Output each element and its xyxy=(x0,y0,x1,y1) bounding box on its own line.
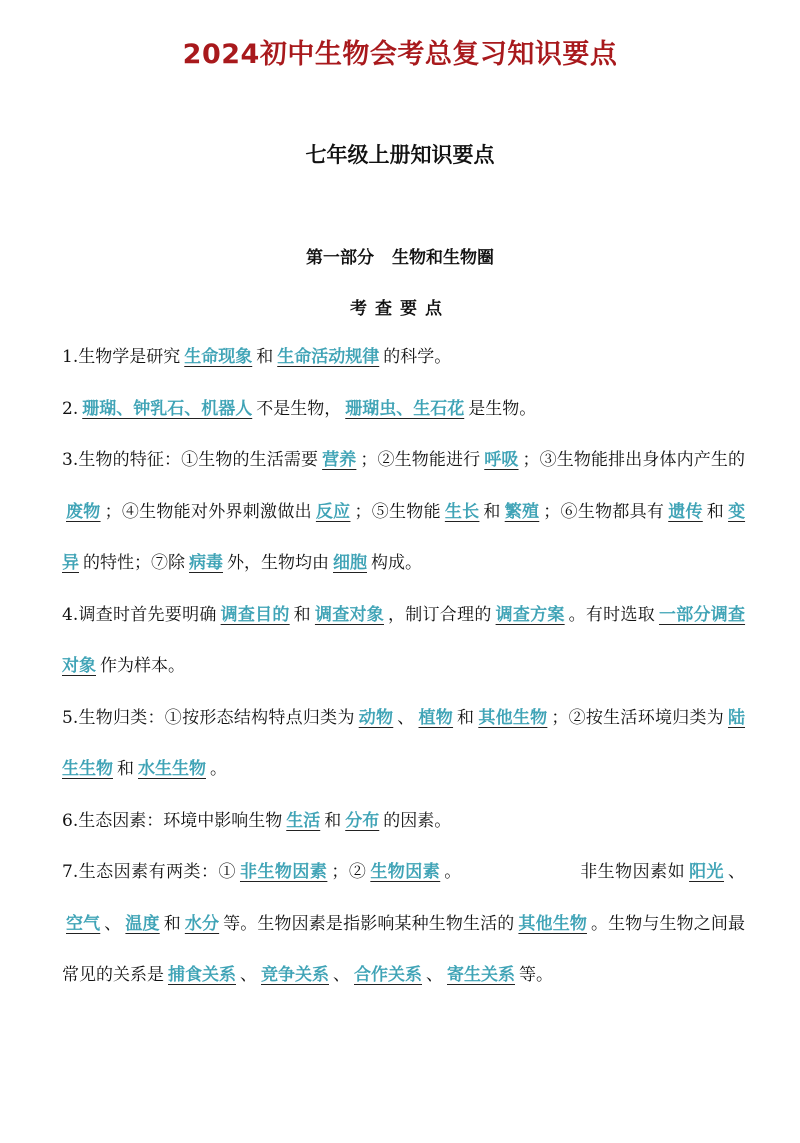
text: 。生物与生物之间最常见的关系是 xyxy=(62,913,746,985)
answer-blank: 动物 xyxy=(358,707,394,728)
answer-blank: 阳光 xyxy=(689,862,725,882)
text: ；② xyxy=(331,862,367,882)
text: 作为样本。 xyxy=(100,656,185,676)
point-6 xyxy=(62,796,745,848)
text: 和 xyxy=(483,501,501,522)
text: ；③生物能排出身体内产生的 xyxy=(522,450,746,470)
answer-blank: 遗传 xyxy=(668,501,703,522)
point-5 xyxy=(62,693,745,796)
text: ，制订合理的 xyxy=(388,604,492,625)
answer-blank: 一部分调查对象 xyxy=(62,604,746,676)
answer-blank: 珊瑚、钟乳石、机器人 xyxy=(82,398,253,419)
answer-blank: 寄生关系 xyxy=(447,965,515,985)
text: 的科学。 xyxy=(383,347,452,367)
text: 构成。 xyxy=(371,553,422,573)
answer-blank: 反应 xyxy=(315,501,351,522)
text: 、 xyxy=(333,965,350,985)
text: 非生物因素如 xyxy=(579,862,686,882)
text: ；⑤生物能 xyxy=(354,501,441,522)
answer-blank: 竞争关系 xyxy=(261,965,329,985)
point-4 xyxy=(62,590,745,693)
answer-blank: 珊瑚虫、生石花 xyxy=(345,398,465,419)
text: 。 xyxy=(210,759,227,779)
text: 、 xyxy=(397,707,415,728)
text: 和 xyxy=(163,913,181,934)
text: 和 xyxy=(256,347,274,367)
point-3 xyxy=(62,435,745,590)
text: 、 xyxy=(426,965,443,985)
answer-blank: 呼吸 xyxy=(484,450,519,470)
text: ；⑥生物都具有 xyxy=(543,501,665,522)
text: ；②生物能进行 xyxy=(360,450,481,470)
text: ；④生物能对外界刺激做出 xyxy=(104,501,312,522)
answer-blank: 细胞 xyxy=(333,553,367,573)
answer-blank: 繁殖 xyxy=(504,501,540,522)
part-label: 第一部分 xyxy=(306,248,374,268)
answer-blank: 植物 xyxy=(418,707,454,728)
text: 等。生物因素是指影响某种生物生活的 xyxy=(223,913,515,934)
point-2 xyxy=(62,384,745,436)
answer-blank: 营养 xyxy=(322,450,357,470)
text: ；②按生活环境归类为 xyxy=(551,707,725,728)
text: 4.调查时首先要明确 xyxy=(62,604,217,625)
text: 、 xyxy=(728,862,746,882)
point-1 xyxy=(62,332,745,384)
point-7 xyxy=(62,847,745,1002)
text: 和 xyxy=(324,810,342,831)
part-name: 生物和生物圈 xyxy=(392,248,494,268)
key-points-list xyxy=(62,332,745,1002)
document-title: 2024初中生物会考总复习知识要点 xyxy=(182,39,618,70)
answer-blank: 变异 xyxy=(62,501,746,573)
text: 和 xyxy=(457,707,475,728)
text: 。有时选取 xyxy=(568,604,655,625)
text: 、 xyxy=(240,965,257,985)
answer-blank: 合作关系 xyxy=(354,965,422,985)
answer-blank: 其他生物 xyxy=(478,707,548,728)
answer-blank: 调查对象 xyxy=(314,604,384,625)
answer-blank: 空气 xyxy=(66,913,101,934)
text: 5.生物归类：①按形态结构特点归类为 xyxy=(62,707,355,728)
text: 是生物。 xyxy=(468,398,537,419)
text: 和 xyxy=(706,501,725,522)
answer-blank: 其他生物 xyxy=(518,913,587,934)
answer-blank: 调查目的 xyxy=(220,604,290,625)
answer-blank: 病毒 xyxy=(189,553,223,573)
answer-blank: 生长 xyxy=(444,501,480,522)
text: 3.生物的特征：①生物的生活需要 xyxy=(62,450,319,470)
answer-blank: 调查方案 xyxy=(495,604,565,625)
answer-blank: 生命现象 xyxy=(184,347,253,367)
text: 1.生物学是研究 xyxy=(62,347,181,367)
text: 6.生态因素：环境中影响生物 xyxy=(62,810,283,831)
answer-blank: 捕食关系 xyxy=(168,965,236,985)
part-title xyxy=(0,243,800,268)
answer-blank: 生物因素 xyxy=(370,862,441,882)
answer-blank: 温度 xyxy=(125,913,160,934)
answer-blank: 非生物因素 xyxy=(239,862,328,882)
answer-blank: 分布 xyxy=(345,810,380,831)
answer-blank: 生活 xyxy=(286,810,321,831)
text: 的特性；⑦除 xyxy=(83,553,185,573)
text: 7.生态因素有两类：① xyxy=(62,862,236,882)
text: 、 xyxy=(104,913,122,934)
text: 外，生物均由 xyxy=(227,553,329,573)
text: 。 xyxy=(444,862,462,882)
text: 和 xyxy=(293,604,311,625)
answer-blank: 废物 xyxy=(66,501,101,522)
text: 和 xyxy=(117,759,134,779)
text: 的因素。 xyxy=(383,810,452,831)
answer-blank: 水分 xyxy=(184,913,220,934)
answer-blank: 水生生物 xyxy=(138,759,206,779)
text: 2. xyxy=(62,398,79,419)
grade-title: 七年级上册知识要点 xyxy=(305,143,495,167)
answer-blank: 陆生生物 xyxy=(62,707,746,779)
section-title: 考查要点 xyxy=(350,299,450,319)
text: 不是生物， xyxy=(256,398,342,419)
text: 等。 xyxy=(519,965,553,985)
answer-blank: 生命活动规律 xyxy=(277,347,380,367)
